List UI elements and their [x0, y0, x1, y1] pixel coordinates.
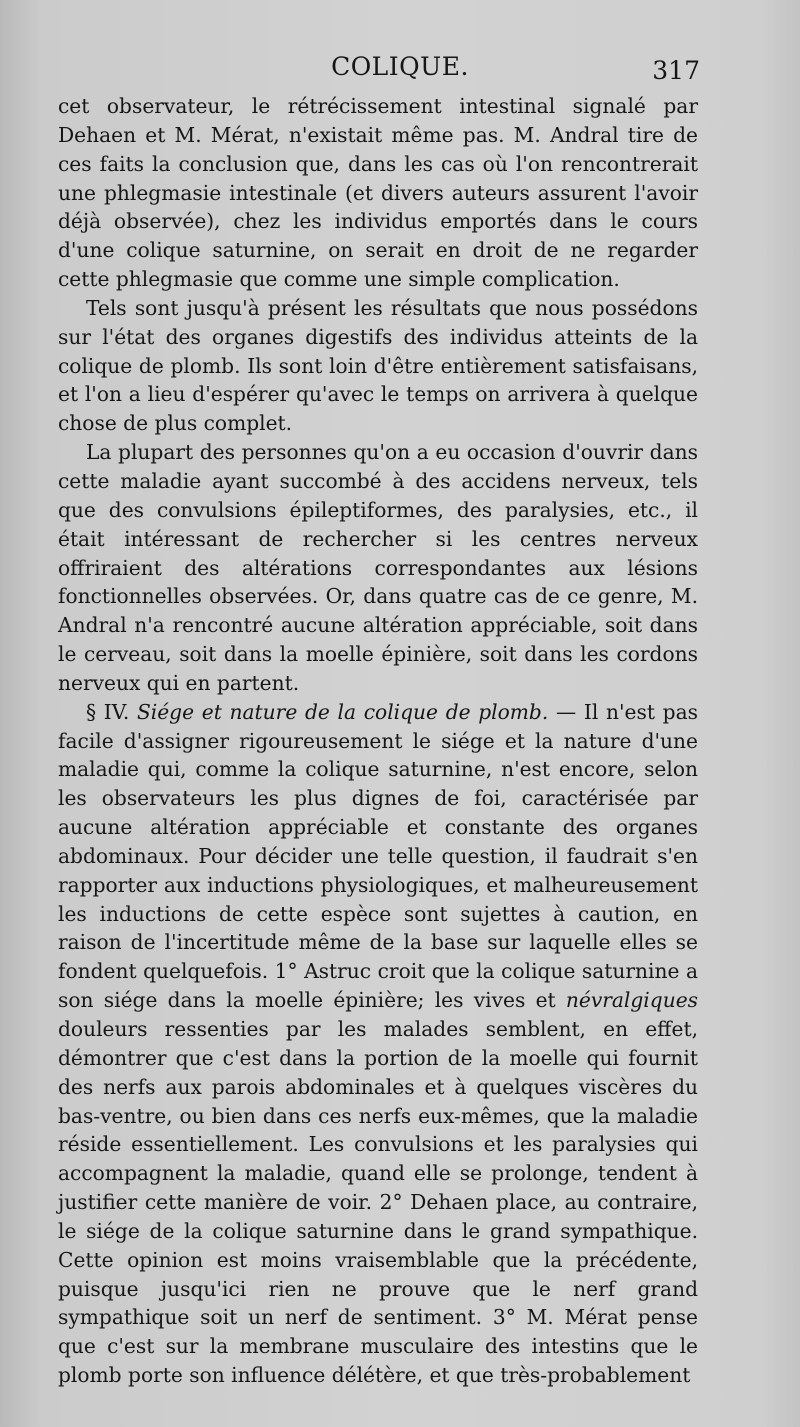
page-number: 317	[652, 56, 700, 85]
section-text-part-1: — Il n'est pas facile d'assigner rigoureusement le siége et la nature d'une maladie qui, comme la colique saturnine, n'est encore, selon les observateurs les plus dignes de foi, caractérisée par aucune altération appréciable et constante des organes abdominaux. Pour décider une telle question, il faudrait s'en rapporter aux inductions physiologiques, et malheureusement les inductions de cette espèce sont sujettes à caution, en raison de l'incertitude même de la base sur laquelle elles se fondent quelquefois. 1° Astruc croit que la colique saturnine a son siége dans la moelle épinière; les vives et	[58, 699, 699, 1013]
running-head	[0, 52, 800, 88]
emphasis-term: névralgiques	[565, 988, 698, 1013]
paragraph-continuation: cet observateur, le rétrécissement intestinal signalé par Dehaen et M. Mérat, n'existait même pas. M. Andral tire de ces faits la conclusion que, dans les cas où l'on rencontrerait une phlegmasie intestinale (et divers auteurs assurent l'avoir déjà observée), chez les individus emportés dans le cours d'une colique saturnine, on serait en droit de ne regarder cette phlegmasie que comme une simple complication.	[58, 94, 698, 292]
page-title: COLIQUE.	[331, 52, 469, 81]
section-text-part-2: douleurs ressenties par les malades semblent, en effet, démontrer que c'est dans la portion de la moelle qui fournit des nerfs aux parois abdominales et à quelques viscères du bas-ventre, ou bien dans ces nerfs eux-mêmes, que la maladie réside essentiellement. Les convulsions et les paralysies qui accompagnent la maladie, quand elle se prolonge, tendent à justifier cette manière de voir. 2° Dehaen place, au contraire, le siége de la colique saturnine dans le grand sympathique. Cette opinion est moins vraisemblable que la précédente, puisque jusqu'ici rien ne prouve que le nerf grand sympathique soit un nerf de sentiment. 3° M. Mérat pense que c'est sur la membrane musculaire des intestins que le plomb porte son influence délétère, et que très-probablement	[58, 1017, 698, 1388]
paragraph-results: Tels sont jusqu'à présent les résultats que nous possédons sur l'état des organes digestifs des individus atteints de la colique de plomb. Ils sont loin d'être entièrement satisfaisans, et l'on a lieu d'espérer qu'avec le temps on arrivera à quelque chose de plus complet.	[58, 295, 698, 436]
section-marker: § IV.	[86, 699, 130, 724]
paragraph-section-iv	[58, 698, 698, 1390]
section-title: Siége et nature de la colique de plomb.	[136, 699, 549, 724]
body-text	[58, 92, 698, 1390]
paragraph-nervous-centers: La plupart des personnes qu'on a eu occasion d'ouvrir dans cette maladie ayant succombé à des accidens nerveux, tels que des convulsions épileptiformes, des paralysies, etc., il était intéressant de rechercher si les centres nerveux offriraient des altérations correspondantes aux lésions fonctionnelles observées. Or, dans quatre cas de ce genre, M. Andral n'a rencontré aucune altération appréciable, soit dans le cerveau, soit dans la moelle épinière, soit dans les cordons nerveux qui en partent.	[58, 440, 698, 695]
